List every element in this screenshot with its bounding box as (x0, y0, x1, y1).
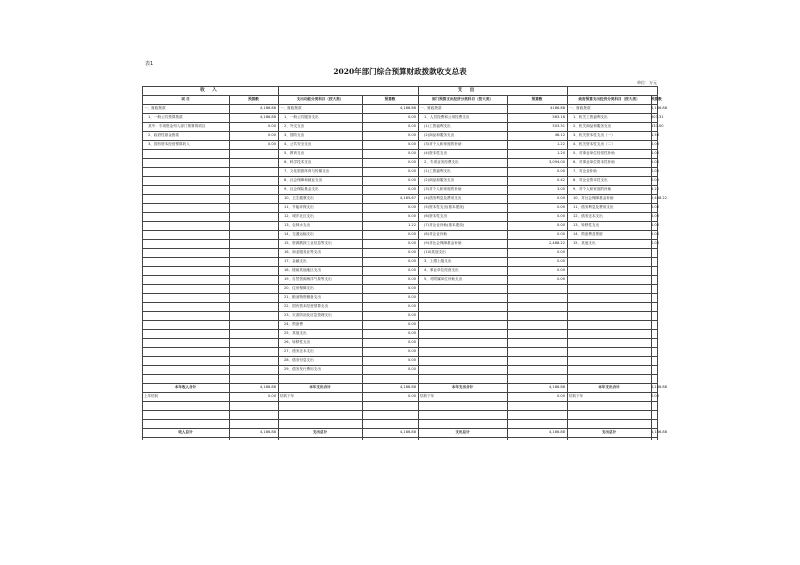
table-cell-value: 0.00 (556, 169, 565, 173)
table-cell-label: (1)工资福利支出 (424, 124, 451, 128)
table-cell-value: 0.00 (651, 232, 660, 236)
table-cell-label: (9)对社会保障基金补助 (424, 241, 462, 245)
table-cell-label: 13、农林水支出 (284, 223, 311, 227)
table-cell-label: (5)资本性支出(基本建设) (424, 205, 465, 209)
table-cell-value: 0.00 (407, 124, 416, 128)
grand-expense-label: 支出总计 (312, 430, 328, 434)
header-econ-dept: 部门预算支出经济分类科目（按大类） (431, 97, 494, 101)
header-econ-gov: 政府预算支出经济分类科目（按大类） (578, 97, 640, 101)
grid-hline (142, 374, 657, 375)
table-cell-label: (7)对企业补助(基本建设) (424, 223, 465, 227)
table-cell-value: 0.00 (407, 304, 416, 308)
table-cell-value: 0.00 (407, 259, 416, 263)
grand-expense-label: 支出总计 (455, 430, 470, 434)
table-cell-label: (3)对个人和家庭的补助 (424, 187, 462, 191)
table-cell-label: 4、公共安全支出 (284, 142, 312, 146)
table-cell-value: 1.20 (556, 151, 565, 155)
table-cell-label: 3、上缴上级支出 (424, 259, 452, 263)
table-cell-value: 0.00 (651, 205, 660, 209)
table-cell-value: 4,185.67 (399, 196, 416, 200)
table-cell-label: 1、一般公共服务支出 (284, 115, 319, 119)
table-cell-label: 4、事业单位经营支出 (424, 268, 459, 272)
header-func: 支出功能分类科目（按大类） (296, 97, 344, 101)
table-cell-label: 18、援助其他地区支出 (284, 268, 321, 272)
table-cell-value: 1.22 (407, 223, 416, 227)
table-cell-value: 2,468.22 (548, 241, 565, 245)
expense-total-label: 本年支出合计 (598, 385, 620, 389)
table-cell-value: 0.00 (651, 142, 660, 146)
table-cell-value: 0.00 (267, 133, 276, 137)
grand-income-label: 收入总计 (178, 430, 193, 434)
table-cell-value: 0.00 (556, 196, 565, 200)
carry-out-func: 0.00 (407, 394, 416, 398)
table-cell-label: 22、国有资本经营预算支出 (284, 304, 329, 308)
table-cell-value: 0.00 (407, 340, 416, 344)
table-cell-label: 3、国有资本经营预算收入 (148, 142, 190, 146)
income-total-label: 本年收入合计 (174, 385, 197, 389)
table-cell-value: 2,468.22 (651, 196, 668, 200)
table-cell-value: 563.16 (552, 115, 565, 119)
table-cell-value: 0.00 (556, 214, 565, 218)
table-cell-label: 8、对企业资本性支出 (573, 178, 608, 182)
table-number: 表1 (145, 61, 154, 67)
grand-expense-label: 支出总计 (601, 430, 617, 434)
table-cell-value: 0.00 (407, 214, 416, 218)
table-cell-label: 16、商业服务业等支出 (284, 250, 321, 254)
table-cell-value: 0.00 (407, 241, 416, 245)
table-cell-label: 6、科学技术支出 (284, 160, 312, 164)
grid-hline (142, 419, 657, 420)
table-cell-value: 0.00 (651, 214, 660, 218)
header-item: 项 目 (181, 97, 190, 101)
table-cell-value: 0.00 (556, 259, 565, 263)
table-cell-label: 12、债务还本支出 (573, 214, 603, 218)
func-total-value: 4,186.88 (399, 385, 416, 389)
table-cell-label: 15、资源勘探工业信息等支出 (284, 241, 332, 245)
table-cell-value: 0.00 (407, 142, 416, 146)
table-cell-value: 0.00 (651, 223, 660, 227)
table-cell-label: 9、社会保险基金支出 (284, 187, 319, 191)
table-cell-value: 0.00 (407, 133, 416, 137)
table-cell-label: 28、债务付息支出 (284, 358, 314, 362)
table-cell-label: 27、债务还本支出 (284, 349, 314, 353)
table-cell-value: 0.00 (407, 268, 416, 272)
table-cell-label: 17、金融支出 (284, 259, 307, 263)
table-cell-label: 29、债务发行费用支出 (284, 367, 321, 371)
table-cell-label: (4)债务利息及费用支出 (424, 196, 462, 200)
table-cell-label: 一、财政拨款 (420, 106, 442, 110)
table-cell-value: 0.00 (407, 151, 416, 155)
table-cell-label: 24、预备费 (284, 322, 303, 326)
table-cell-label: 25、其他支出 (284, 331, 307, 335)
header-budget: 预算数 (248, 97, 259, 101)
table-cell-label: 5、教育支出 (284, 151, 305, 155)
table-cell-value: 0.00 (651, 178, 660, 182)
table-cell-label: 12、城乡社区支出 (284, 214, 314, 218)
table-cell-value: 1.56 (651, 133, 660, 137)
carry-out-label: 结转下年 (420, 394, 435, 398)
table-cell-value: 0.00 (267, 124, 276, 128)
expense-total-label: 本年支出合计 (309, 385, 331, 389)
table-cell-value: 0.00 (651, 151, 660, 155)
table-cell-label: 3、机关资本性支出（一） (573, 133, 615, 137)
table-cell-label: 7、文化旅游体育与传媒支出 (284, 169, 330, 173)
table-cell-label: 4、机关资本性支出（二） (573, 142, 615, 146)
table-cell-value: 4,186.88 (259, 106, 276, 110)
table-cell-label: 1、一般公共预算拨款 (148, 115, 183, 119)
table-cell-label: (4)资本性支出 (424, 151, 448, 155)
table-cell-value: 0.00 (651, 160, 660, 164)
table-cell-label: 5、对附属单位补助支出 (424, 277, 463, 281)
income-total-value: 4,186.88 (259, 385, 276, 389)
table-cell-value: 0.00 (407, 322, 416, 326)
table-cell-label: 26、转移性支出 (284, 340, 311, 344)
table-cell-value: 0.00 (407, 169, 416, 173)
table-cell-value: 4,186.88 (399, 106, 416, 110)
table-cell-value: 46.12 (554, 133, 565, 137)
table-cell-label: 1、人员经费和公用经费支出 (424, 115, 470, 119)
table-cell-label: 10、对社会保障基金补助 (573, 196, 614, 200)
carry-out-dept: 0.00 (556, 394, 565, 398)
table-cell-value: 0.00 (407, 250, 416, 254)
table-cell-label: 14、交通运输支出 (284, 232, 314, 236)
table-cell-label: 21、粮油物资储备支出 (284, 295, 321, 299)
grand-func-value: 4,186.88 (399, 430, 416, 434)
grand-gov-value: 4,186.88 (651, 430, 668, 434)
table-cell-label: 3、国防支出 (284, 133, 305, 137)
table-cell-label: 一、财政拨款 (144, 106, 166, 110)
header-budget: 预算数 (531, 97, 543, 101)
carry-out-label: 结转下年 (569, 394, 584, 398)
table-cell-label: (3)对个人和家庭的补助 (424, 142, 462, 146)
table-cell-label: 2、政府性基金拨款 (148, 133, 180, 137)
table-cell-label: 20、住房保障支出 (284, 286, 314, 290)
table-cell-label: 2、外交支出 (284, 124, 305, 128)
table-cell-value: 0.00 (651, 241, 660, 245)
table-cell-label: (6)资本性支出 (424, 214, 448, 218)
table-cell-value: 0.00 (556, 268, 565, 272)
grand-dept-value: 4,186.88 (548, 430, 565, 434)
carry-in-value: 0.00 (267, 394, 276, 398)
table-cell-value: 0.00 (407, 160, 416, 164)
table-cell-value: 0.00 (407, 349, 416, 353)
table-cell-value: 0.00 (556, 223, 565, 227)
grand-income-value: 4,186.88 (259, 430, 276, 434)
table-cell-value: 4,186.88 (259, 115, 276, 119)
table-cell-label: 8、社会保障和就业支出 (284, 178, 323, 182)
table-cell-value: 0.00 (651, 169, 660, 173)
table-cell-label: (1)工资福利支出 (424, 169, 451, 173)
table-cell-label: 23、灾害防治及应急管理支出 (284, 313, 332, 317)
table-cell-label: 其中：专项资金列入部门预算的项目 (148, 124, 206, 128)
table-cell-label: 2、专项业务经费支出 (424, 160, 459, 164)
grid-hline (142, 410, 657, 411)
expense-total-label: 本年支出合计 (451, 385, 474, 389)
table-cell-value: 6.22 (651, 187, 660, 191)
table-cell-label: 7、对企业补助 (573, 169, 597, 173)
header-budget: 预算数 (384, 97, 396, 101)
table-cell-label: 一、财政拨款 (569, 106, 591, 110)
table-cell-value: 1.22 (556, 142, 565, 146)
table-cell-label: 1、机关工资福利支出 (573, 115, 608, 119)
table-cell-value: 503.31 (651, 115, 664, 119)
carry-out-label: 结转下年 (280, 394, 295, 398)
table-cell-label: 13、转移性支出 (573, 223, 600, 227)
table-cell-label: 19、自然资源海洋气象等支出 (284, 277, 332, 281)
expense-header: 支 出 (457, 88, 478, 93)
grid-hline (142, 401, 657, 402)
carry-in-label: 上年结转 (144, 394, 159, 398)
table-cell-value: 0.00 (407, 232, 416, 236)
unit-label: 单位：万元 (637, 80, 657, 85)
table-cell-value: 0.00 (267, 142, 276, 146)
table-cell-label: 15、其他支出 (573, 241, 596, 245)
table-cell-value: 0.00 (407, 367, 416, 371)
table-cell-value: 0.00 (407, 187, 416, 191)
table-cell-label: 6、对事业单位资本性补助 (573, 160, 615, 164)
table-cell-label: 9、对个人和家庭的补助 (573, 187, 612, 191)
header-budget: 预算数 (651, 97, 662, 101)
table-cell-value: 0.00 (556, 250, 565, 254)
carry-out-gov: 0.00 (651, 394, 660, 398)
grid-hline (142, 437, 657, 438)
table-cell-value: 0.00 (407, 295, 416, 299)
table-cell-label: 5、对事业单位经常性补助 (573, 151, 615, 155)
table-cell-value: 0.00 (407, 205, 416, 209)
budget-table (142, 86, 668, 440)
table-cell-value: 137.00 (651, 124, 664, 128)
table-cell-label: 一、财政拨款 (280, 106, 302, 110)
table-cell-value: 0.42 (556, 178, 565, 182)
table-cell-label: 2、机关商品和服务支出 (573, 124, 612, 128)
table-cell-value: 0.00 (407, 115, 416, 119)
table-cell-value: 0.00 (556, 277, 565, 281)
table-cell-value: 4186.88 (550, 106, 565, 110)
table-cell-value: 0.00 (556, 232, 565, 236)
table-cell-value: 0.00 (407, 286, 416, 290)
table-cell-value: 0.00 (407, 358, 416, 362)
table-cell-value: 3.00 (556, 187, 565, 191)
table-cell-label: 11、节能环保支出 (284, 205, 314, 209)
table-cell-value: 0.00 (407, 277, 416, 281)
table-cell-label: 10、卫生健康支出 (284, 196, 314, 200)
table-cell-label: (2)商品和服务支出 (424, 178, 455, 182)
gov-total-value: 4,186.88 (651, 385, 668, 389)
table-cell-label: (8)对企业补助 (424, 232, 448, 236)
table-cell-value: 0.00 (407, 313, 416, 317)
table-cell-label: 14、预备费及预留 (573, 232, 603, 236)
table-cell-label: (10)其他支出 (424, 250, 446, 254)
income-header: 收 入 (200, 88, 220, 93)
table-cell-value: 4,186.88 (651, 106, 668, 110)
table-cell-value: 0.00 (407, 331, 416, 335)
table-cell-value: 503.31 (552, 124, 565, 128)
table-cell-label: (2)商品和服务支出 (424, 133, 455, 137)
table-cell-label: 11、债务利息及费用支出 (573, 205, 614, 209)
table-cell-value: 3,094.00 (548, 160, 565, 164)
table-cell-value: 0.00 (556, 205, 565, 209)
table-cell-value: 0.00 (407, 178, 416, 182)
page-title: 2020年部门综合预算财政拨款收支总表 (333, 67, 467, 76)
dept-total-value: 4,186.88 (548, 385, 565, 389)
